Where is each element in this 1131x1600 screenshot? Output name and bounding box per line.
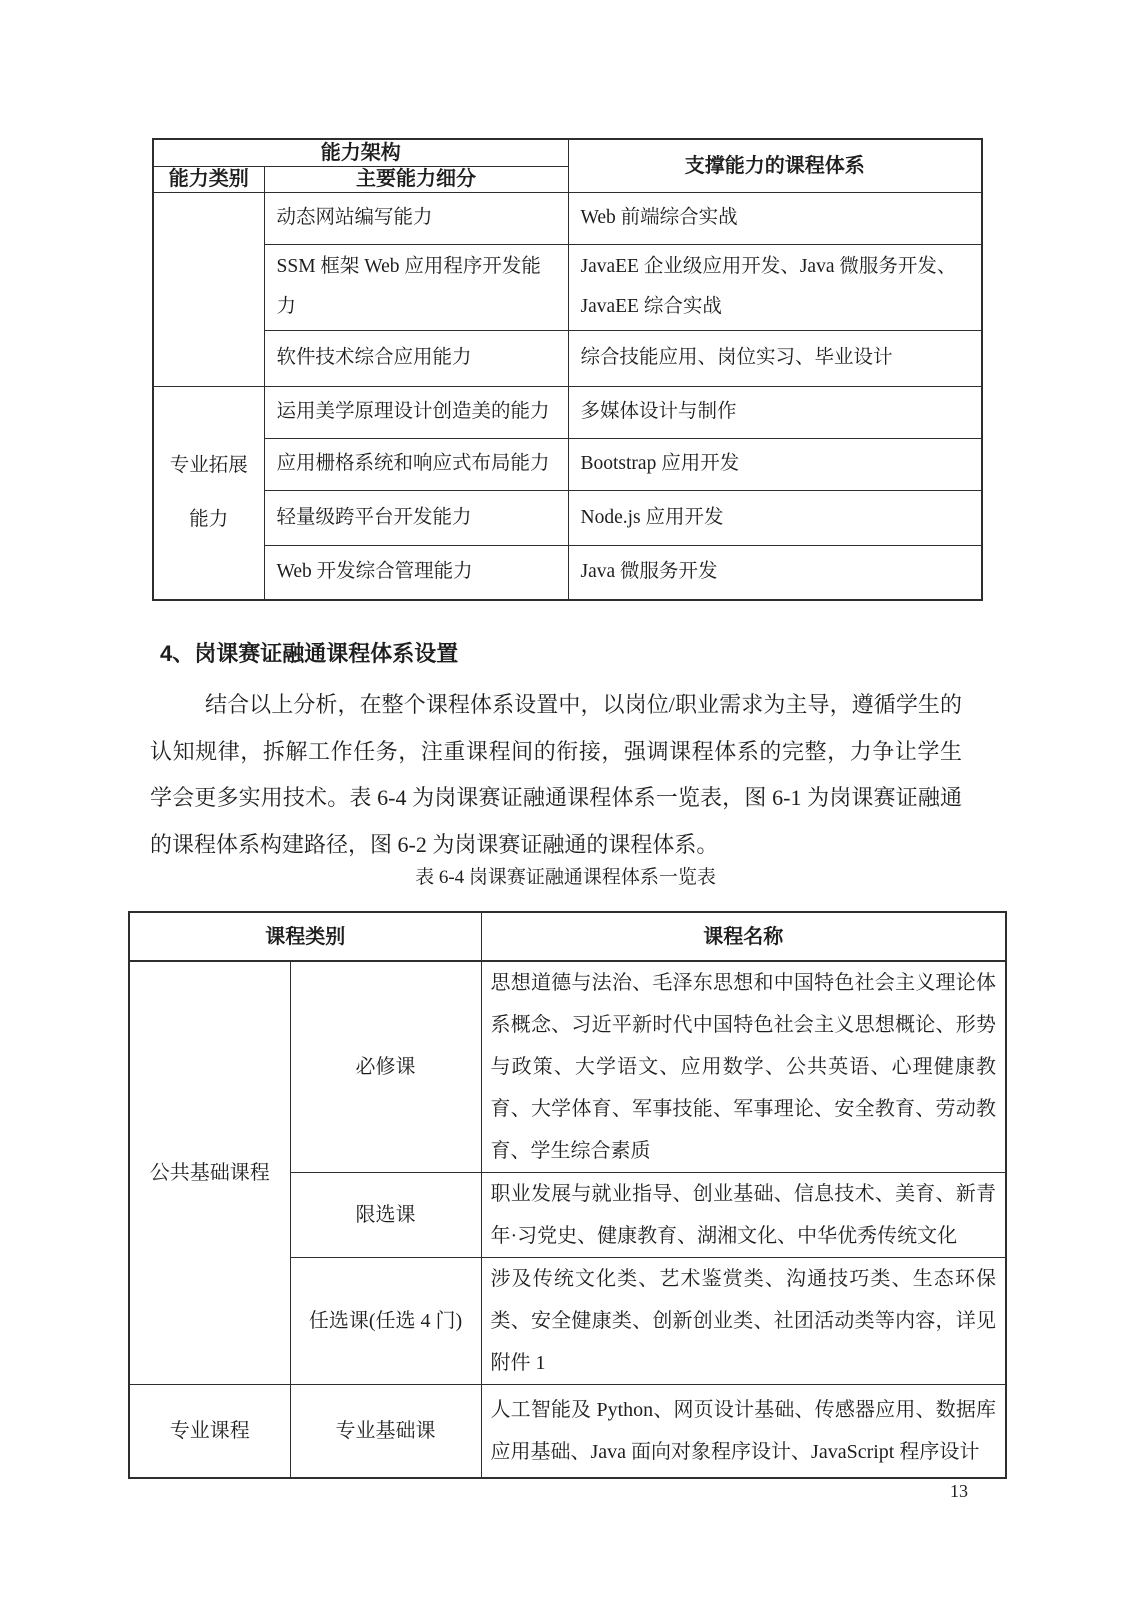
table2-header-category: 课程类别: [129, 912, 481, 961]
course-names-cell: 人工智能及 Python、网页设计基础、传感器应用、数据库应用基础、Java 面向对象程序设计、JavaScript 程序设计: [481, 1385, 1006, 1478]
courses-cell: Node.js 应用开发: [568, 490, 982, 545]
ability-cell: 应用栅格系统和响应式布局能力: [264, 438, 568, 490]
table-row: [153, 490, 982, 545]
ability-cell: 动态网站编写能力: [264, 192, 568, 244]
table-row: [153, 139, 982, 166]
table1-header-category: 能力类别: [153, 166, 264, 192]
course-system-table: [128, 911, 1007, 1479]
table-row: [129, 961, 1006, 1173]
ability-cell: 运用美学原理设计创造美的能力: [264, 386, 568, 438]
table-row: [153, 545, 982, 600]
table2-category-public-basic-cell: 公共基础课程: [129, 961, 290, 1385]
table-row: [153, 192, 982, 244]
table1-category-expansion-cell: 专业拓展能力: [153, 386, 264, 600]
course-type-cell: 限选课: [290, 1173, 481, 1258]
body-paragraph: 结合以上分析，在整个课程体系设置中，以岗位/职业需求为主导，遵循学生的认知规律，拆解工作任务，注重课程间的衔接，强调课程体系的完整，力争让学生学会更多实用技术。表 6-4 为岗课赛证融通课程体系一览表，图 6-1 为岗课赛证融通的课程体系构建路径，图 6-2 为岗课赛证融通的课程体系。: [150, 692, 962, 857]
course-type-cell: 必修课: [290, 961, 481, 1173]
table-row: [129, 1385, 1006, 1478]
table-row: [153, 438, 982, 490]
ability-course-table: [152, 138, 983, 601]
course-names-cell: 思想道德与法治、毛泽东思想和中国特色社会主义理论体系概念、习近平新时代中国特色社会主义思想概论、形势与政策、大学语文、应用数学、公共英语、心理健康教育、大学体育、军事技能、军事理论、安全教育、劳动教育、学生综合素质: [481, 961, 1006, 1173]
courses-cell: 多媒体设计与制作: [568, 386, 982, 438]
courses-cell: Bootstrap 应用开发: [568, 438, 982, 490]
table-row: [153, 386, 982, 438]
page-number: 13: [950, 1481, 968, 1501]
ability-cell: Web 开发综合管理能力: [264, 545, 568, 600]
course-type-cell: 专业基础课: [290, 1385, 481, 1478]
courses-cell: Web 前端综合实战: [568, 192, 982, 244]
courses-cell: JavaEE 企业级应用开发、Java 微服务开发、JavaEE 综合实战: [568, 244, 982, 330]
table2-category-professional-cell: 专业课程: [129, 1385, 290, 1478]
table1-header-course-system: 支撑能力的课程体系: [568, 139, 982, 192]
courses-cell: Java 微服务开发: [568, 545, 982, 600]
courses-cell: 综合技能应用、岗位实习、毕业设计: [568, 330, 982, 386]
course-names-cell: 职业发展与就业指导、创业基础、信息技术、美育、新青年·习党史、健康教育、湖湘文化、中华优秀传统文化: [481, 1173, 1006, 1258]
ability-cell: 软件技术综合应用能力: [264, 330, 568, 386]
table-row: [129, 912, 1006, 961]
table-row: [153, 244, 982, 330]
course-type-cell: 任选课(任选 4 门): [290, 1258, 481, 1385]
section-heading: 4、岗课赛证融通课程体系设置: [160, 641, 459, 666]
ability-cell: 轻量级跨平台开发能力: [264, 490, 568, 545]
table1-header-detail: 主要能力细分: [264, 166, 568, 192]
table2-header-name: 课程名称: [481, 912, 1006, 961]
table1-category-blank-cell: [153, 192, 264, 386]
table2-caption: 表 6-4 岗课赛证融通课程体系一览表: [415, 867, 716, 888]
ability-cell: SSM 框架 Web 应用程序开发能力: [264, 244, 568, 330]
table-row: [153, 330, 982, 386]
course-names-cell: 涉及传统文化类、艺术鉴赏类、沟通技巧类、生态环保类、安全健康类、创新创业类、社团活动类等内容，详见附件 1: [481, 1258, 1006, 1385]
table1-header-ability-framework: 能力架构: [153, 139, 568, 166]
